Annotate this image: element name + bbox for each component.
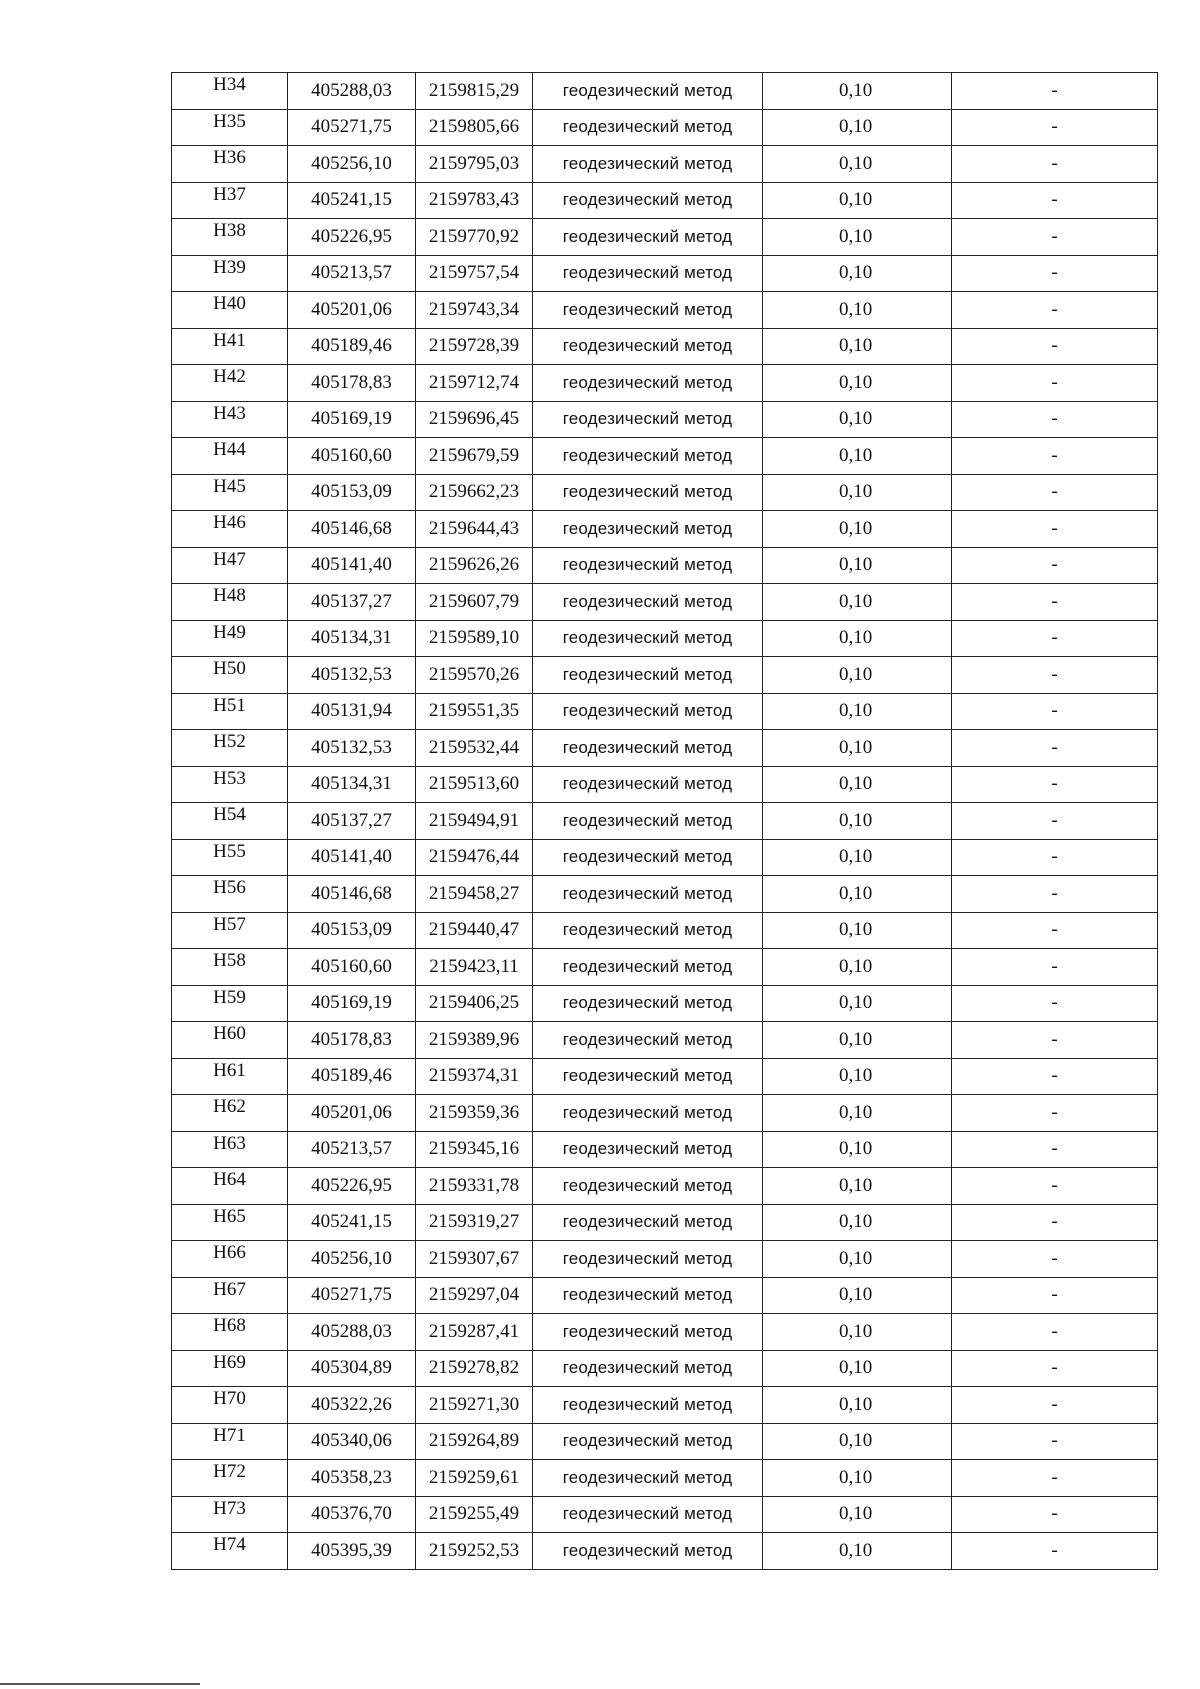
- point-name-cell: Н48: [172, 584, 288, 621]
- note-cell: -: [952, 1460, 1158, 1497]
- note-cell: -: [952, 1387, 1158, 1424]
- accuracy-cell: 0,10: [763, 1533, 952, 1570]
- note-cell: -: [952, 146, 1158, 183]
- note-cell: -: [952, 365, 1158, 402]
- accuracy-cell: 0,10: [763, 730, 952, 767]
- method-cell: геодезический метод: [533, 438, 763, 475]
- table-row: [172, 1168, 1158, 1205]
- table-row: [172, 876, 1158, 913]
- x-coordinate-cell: 405141,40: [288, 547, 416, 584]
- x-coordinate-cell: 405146,68: [288, 876, 416, 913]
- note-cell: -: [952, 657, 1158, 694]
- method-cell: геодезический метод: [533, 985, 763, 1022]
- accuracy-cell: 0,10: [763, 1460, 952, 1497]
- point-name-cell: Н73: [172, 1496, 288, 1533]
- method-cell: геодезический метод: [533, 109, 763, 146]
- point-name-cell: Н36: [172, 146, 288, 183]
- note-cell: -: [952, 1204, 1158, 1241]
- y-coordinate-cell: 2159513,60: [416, 766, 533, 803]
- note-cell: -: [952, 1314, 1158, 1351]
- table-row: [172, 1095, 1158, 1132]
- x-coordinate-cell: 405132,53: [288, 730, 416, 767]
- note-cell: -: [952, 1533, 1158, 1570]
- method-cell: геодезический метод: [533, 73, 763, 110]
- table-row: [172, 547, 1158, 584]
- y-coordinate-cell: 2159757,54: [416, 255, 533, 292]
- note-cell: -: [952, 949, 1158, 986]
- table-row: [172, 912, 1158, 949]
- y-coordinate-cell: 2159679,59: [416, 438, 533, 475]
- table-row: [172, 292, 1158, 329]
- accuracy-cell: 0,10: [763, 1095, 952, 1132]
- method-cell: геодезический метод: [533, 365, 763, 402]
- y-coordinate-cell: 2159783,43: [416, 182, 533, 219]
- method-cell: геодезический метод: [533, 839, 763, 876]
- note-cell: -: [952, 219, 1158, 256]
- table-row: [172, 1241, 1158, 1278]
- x-coordinate-cell: 405160,60: [288, 438, 416, 475]
- accuracy-cell: 0,10: [763, 657, 952, 694]
- note-cell: -: [952, 1168, 1158, 1205]
- x-coordinate-cell: 405189,46: [288, 328, 416, 365]
- note-cell: -: [952, 511, 1158, 548]
- point-name-cell: Н34: [172, 73, 288, 110]
- point-name-cell: Н62: [172, 1095, 288, 1132]
- note-cell: -: [952, 1241, 1158, 1278]
- y-coordinate-cell: 2159307,67: [416, 1241, 533, 1278]
- note-cell: -: [952, 1022, 1158, 1059]
- y-coordinate-cell: 2159255,49: [416, 1496, 533, 1533]
- y-coordinate-cell: 2159532,44: [416, 730, 533, 767]
- note-cell: -: [952, 730, 1158, 767]
- accuracy-cell: 0,10: [763, 365, 952, 402]
- method-cell: геодезический метод: [533, 1131, 763, 1168]
- y-coordinate-cell: 2159589,10: [416, 620, 533, 657]
- method-cell: геодезический метод: [533, 328, 763, 365]
- point-name-cell: Н46: [172, 511, 288, 548]
- method-cell: геодезический метод: [533, 1533, 763, 1570]
- note-cell: -: [952, 182, 1158, 219]
- note-cell: -: [952, 328, 1158, 365]
- x-coordinate-cell: 405226,95: [288, 1168, 416, 1205]
- y-coordinate-cell: 2159440,47: [416, 912, 533, 949]
- method-cell: геодезический метод: [533, 255, 763, 292]
- x-coordinate-cell: 405213,57: [288, 255, 416, 292]
- y-coordinate-cell: 2159570,26: [416, 657, 533, 694]
- y-coordinate-cell: 2159374,31: [416, 1058, 533, 1095]
- note-cell: -: [952, 693, 1158, 730]
- y-coordinate-cell: 2159815,29: [416, 73, 533, 110]
- accuracy-cell: 0,10: [763, 1058, 952, 1095]
- x-coordinate-cell: 405358,23: [288, 1460, 416, 1497]
- coordinates-table: [171, 72, 1158, 1570]
- method-cell: геодезический метод: [533, 1460, 763, 1497]
- method-cell: геодезический метод: [533, 1058, 763, 1095]
- table-row: [172, 1314, 1158, 1351]
- x-coordinate-cell: 405256,10: [288, 146, 416, 183]
- method-cell: геодезический метод: [533, 219, 763, 256]
- point-name-cell: Н37: [172, 182, 288, 219]
- x-coordinate-cell: 405271,75: [288, 1277, 416, 1314]
- note-cell: -: [952, 620, 1158, 657]
- note-cell: -: [952, 912, 1158, 949]
- x-coordinate-cell: 405137,27: [288, 803, 416, 840]
- x-coordinate-cell: 405146,68: [288, 511, 416, 548]
- accuracy-cell: 0,10: [763, 584, 952, 621]
- y-coordinate-cell: 2159259,61: [416, 1460, 533, 1497]
- table-row: [172, 693, 1158, 730]
- x-coordinate-cell: 405395,39: [288, 1533, 416, 1570]
- point-name-cell: Н59: [172, 985, 288, 1022]
- x-coordinate-cell: 405189,46: [288, 1058, 416, 1095]
- point-name-cell: Н51: [172, 693, 288, 730]
- note-cell: -: [952, 1423, 1158, 1460]
- x-coordinate-cell: 405169,19: [288, 985, 416, 1022]
- bottom-rule: [0, 1683, 200, 1685]
- note-cell: -: [952, 474, 1158, 511]
- x-coordinate-cell: 405137,27: [288, 584, 416, 621]
- point-name-cell: Н39: [172, 255, 288, 292]
- accuracy-cell: 0,10: [763, 949, 952, 986]
- method-cell: геодезический метод: [533, 1168, 763, 1205]
- table-row: [172, 1387, 1158, 1424]
- method-cell: геодезический метод: [533, 584, 763, 621]
- method-cell: геодезический метод: [533, 949, 763, 986]
- method-cell: геодезический метод: [533, 547, 763, 584]
- y-coordinate-cell: 2159607,79: [416, 584, 533, 621]
- point-name-cell: Н40: [172, 292, 288, 329]
- method-cell: геодезический метод: [533, 803, 763, 840]
- x-coordinate-cell: 405201,06: [288, 1095, 416, 1132]
- point-name-cell: Н44: [172, 438, 288, 475]
- x-coordinate-cell: 405160,60: [288, 949, 416, 986]
- accuracy-cell: 0,10: [763, 292, 952, 329]
- point-name-cell: Н49: [172, 620, 288, 657]
- y-coordinate-cell: 2159662,23: [416, 474, 533, 511]
- x-coordinate-cell: 405178,83: [288, 365, 416, 402]
- y-coordinate-cell: 2159712,74: [416, 365, 533, 402]
- point-name-cell: Н66: [172, 1241, 288, 1278]
- accuracy-cell: 0,10: [763, 1204, 952, 1241]
- y-coordinate-cell: 2159770,92: [416, 219, 533, 256]
- y-coordinate-cell: 2159743,34: [416, 292, 533, 329]
- accuracy-cell: 0,10: [763, 1423, 952, 1460]
- y-coordinate-cell: 2159494,91: [416, 803, 533, 840]
- method-cell: геодезический метод: [533, 182, 763, 219]
- note-cell: -: [952, 401, 1158, 438]
- table-row: [172, 182, 1158, 219]
- x-coordinate-cell: 405288,03: [288, 73, 416, 110]
- coordinates-table-body: [172, 73, 1158, 1570]
- y-coordinate-cell: 2159252,53: [416, 1533, 533, 1570]
- method-cell: геодезический метод: [533, 1241, 763, 1278]
- method-cell: геодезический метод: [533, 693, 763, 730]
- x-coordinate-cell: 405141,40: [288, 839, 416, 876]
- x-coordinate-cell: 405271,75: [288, 109, 416, 146]
- table-row: [172, 401, 1158, 438]
- y-coordinate-cell: 2159345,16: [416, 1131, 533, 1168]
- point-name-cell: Н70: [172, 1387, 288, 1424]
- method-cell: геодезический метод: [533, 1350, 763, 1387]
- table-row: [172, 985, 1158, 1022]
- table-row: [172, 1131, 1158, 1168]
- y-coordinate-cell: 2159551,35: [416, 693, 533, 730]
- x-coordinate-cell: 405241,15: [288, 1204, 416, 1241]
- table-row: [172, 438, 1158, 475]
- y-coordinate-cell: 2159423,11: [416, 949, 533, 986]
- table-row: [172, 109, 1158, 146]
- y-coordinate-cell: 2159389,96: [416, 1022, 533, 1059]
- y-coordinate-cell: 2159319,27: [416, 1204, 533, 1241]
- note-cell: -: [952, 1496, 1158, 1533]
- table-row: [172, 1350, 1158, 1387]
- accuracy-cell: 0,10: [763, 803, 952, 840]
- point-name-cell: Н65: [172, 1204, 288, 1241]
- point-name-cell: Н54: [172, 803, 288, 840]
- method-cell: геодезический метод: [533, 730, 763, 767]
- point-name-cell: Н42: [172, 365, 288, 402]
- y-coordinate-cell: 2159626,26: [416, 547, 533, 584]
- y-coordinate-cell: 2159476,44: [416, 839, 533, 876]
- accuracy-cell: 0,10: [763, 109, 952, 146]
- y-coordinate-cell: 2159271,30: [416, 1387, 533, 1424]
- x-coordinate-cell: 405201,06: [288, 292, 416, 329]
- point-name-cell: Н53: [172, 766, 288, 803]
- table-row: [172, 620, 1158, 657]
- y-coordinate-cell: 2159287,41: [416, 1314, 533, 1351]
- method-cell: геодезический метод: [533, 1204, 763, 1241]
- accuracy-cell: 0,10: [763, 1277, 952, 1314]
- method-cell: геодезический метод: [533, 1496, 763, 1533]
- point-name-cell: Н60: [172, 1022, 288, 1059]
- method-cell: геодезический метод: [533, 1095, 763, 1132]
- accuracy-cell: 0,10: [763, 219, 952, 256]
- accuracy-cell: 0,10: [763, 182, 952, 219]
- note-cell: -: [952, 292, 1158, 329]
- x-coordinate-cell: 405288,03: [288, 1314, 416, 1351]
- y-coordinate-cell: 2159278,82: [416, 1350, 533, 1387]
- accuracy-cell: 0,10: [763, 693, 952, 730]
- accuracy-cell: 0,10: [763, 1022, 952, 1059]
- y-coordinate-cell: 2159795,03: [416, 146, 533, 183]
- method-cell: геодезический метод: [533, 1022, 763, 1059]
- note-cell: -: [952, 547, 1158, 584]
- point-name-cell: Н68: [172, 1314, 288, 1351]
- x-coordinate-cell: 405131,94: [288, 693, 416, 730]
- point-name-cell: Н69: [172, 1350, 288, 1387]
- y-coordinate-cell: 2159406,25: [416, 985, 533, 1022]
- accuracy-cell: 0,10: [763, 401, 952, 438]
- note-cell: -: [952, 839, 1158, 876]
- point-name-cell: Н52: [172, 730, 288, 767]
- x-coordinate-cell: 405213,57: [288, 1131, 416, 1168]
- accuracy-cell: 0,10: [763, 1241, 952, 1278]
- method-cell: геодезический метод: [533, 401, 763, 438]
- accuracy-cell: 0,10: [763, 620, 952, 657]
- note-cell: -: [952, 985, 1158, 1022]
- table-row: [172, 255, 1158, 292]
- point-name-cell: Н55: [172, 839, 288, 876]
- method-cell: геодезический метод: [533, 620, 763, 657]
- table-row: [172, 474, 1158, 511]
- accuracy-cell: 0,10: [763, 1168, 952, 1205]
- method-cell: геодезический метод: [533, 1423, 763, 1460]
- table-row: [172, 584, 1158, 621]
- method-cell: геодезический метод: [533, 292, 763, 329]
- point-name-cell: Н74: [172, 1533, 288, 1570]
- x-coordinate-cell: 405304,89: [288, 1350, 416, 1387]
- point-name-cell: Н57: [172, 912, 288, 949]
- accuracy-cell: 0,10: [763, 474, 952, 511]
- x-coordinate-cell: 405226,95: [288, 219, 416, 256]
- table-row: [172, 803, 1158, 840]
- y-coordinate-cell: 2159696,45: [416, 401, 533, 438]
- accuracy-cell: 0,10: [763, 511, 952, 548]
- note-cell: -: [952, 803, 1158, 840]
- point-name-cell: Н56: [172, 876, 288, 913]
- table-row: [172, 219, 1158, 256]
- point-name-cell: Н71: [172, 1423, 288, 1460]
- accuracy-cell: 0,10: [763, 912, 952, 949]
- note-cell: -: [952, 766, 1158, 803]
- accuracy-cell: 0,10: [763, 1387, 952, 1424]
- note-cell: -: [952, 876, 1158, 913]
- method-cell: геодезический метод: [533, 876, 763, 913]
- x-coordinate-cell: 405376,70: [288, 1496, 416, 1533]
- point-name-cell: Н61: [172, 1058, 288, 1095]
- table-row: [172, 1496, 1158, 1533]
- accuracy-cell: 0,10: [763, 839, 952, 876]
- note-cell: -: [952, 438, 1158, 475]
- note-cell: -: [952, 1058, 1158, 1095]
- x-coordinate-cell: 405134,31: [288, 620, 416, 657]
- point-name-cell: Н67: [172, 1277, 288, 1314]
- method-cell: геодезический метод: [533, 474, 763, 511]
- x-coordinate-cell: 405241,15: [288, 182, 416, 219]
- note-cell: -: [952, 584, 1158, 621]
- note-cell: -: [952, 255, 1158, 292]
- y-coordinate-cell: 2159728,39: [416, 328, 533, 365]
- accuracy-cell: 0,10: [763, 766, 952, 803]
- accuracy-cell: 0,10: [763, 73, 952, 110]
- note-cell: -: [952, 73, 1158, 110]
- method-cell: геодезический метод: [533, 657, 763, 694]
- y-coordinate-cell: 2159458,27: [416, 876, 533, 913]
- x-coordinate-cell: 405132,53: [288, 657, 416, 694]
- table-row: [172, 949, 1158, 986]
- method-cell: геодезический метод: [533, 912, 763, 949]
- accuracy-cell: 0,10: [763, 1314, 952, 1351]
- x-coordinate-cell: 405169,19: [288, 401, 416, 438]
- note-cell: -: [952, 1131, 1158, 1168]
- note-cell: -: [952, 1277, 1158, 1314]
- accuracy-cell: 0,10: [763, 146, 952, 183]
- y-coordinate-cell: 2159331,78: [416, 1168, 533, 1205]
- y-coordinate-cell: 2159805,66: [416, 109, 533, 146]
- accuracy-cell: 0,10: [763, 1131, 952, 1168]
- point-name-cell: Н50: [172, 657, 288, 694]
- note-cell: -: [952, 1350, 1158, 1387]
- y-coordinate-cell: 2159644,43: [416, 511, 533, 548]
- y-coordinate-cell: 2159264,89: [416, 1423, 533, 1460]
- x-coordinate-cell: 405340,06: [288, 1423, 416, 1460]
- table-row: [172, 730, 1158, 767]
- point-name-cell: Н47: [172, 547, 288, 584]
- method-cell: геодезический метод: [533, 1277, 763, 1314]
- accuracy-cell: 0,10: [763, 255, 952, 292]
- table-row: [172, 1058, 1158, 1095]
- accuracy-cell: 0,10: [763, 438, 952, 475]
- accuracy-cell: 0,10: [763, 328, 952, 365]
- point-name-cell: Н43: [172, 401, 288, 438]
- point-name-cell: Н41: [172, 328, 288, 365]
- method-cell: геодезический метод: [533, 1387, 763, 1424]
- table-row: [172, 73, 1158, 110]
- x-coordinate-cell: 405134,31: [288, 766, 416, 803]
- point-name-cell: Н38: [172, 219, 288, 256]
- y-coordinate-cell: 2159297,04: [416, 1277, 533, 1314]
- x-coordinate-cell: 405322,26: [288, 1387, 416, 1424]
- table-row: [172, 1533, 1158, 1570]
- point-name-cell: Н72: [172, 1460, 288, 1497]
- accuracy-cell: 0,10: [763, 876, 952, 913]
- table-row: [172, 1460, 1158, 1497]
- accuracy-cell: 0,10: [763, 1350, 952, 1387]
- table-row: [172, 1423, 1158, 1460]
- y-coordinate-cell: 2159359,36: [416, 1095, 533, 1132]
- point-name-cell: Н58: [172, 949, 288, 986]
- table-row: [172, 1204, 1158, 1241]
- accuracy-cell: 0,10: [763, 1496, 952, 1533]
- table-row: [172, 766, 1158, 803]
- table-row: [172, 1277, 1158, 1314]
- accuracy-cell: 0,10: [763, 985, 952, 1022]
- table-row: [172, 146, 1158, 183]
- x-coordinate-cell: 405153,09: [288, 912, 416, 949]
- note-cell: -: [952, 109, 1158, 146]
- table-row: [172, 1022, 1158, 1059]
- method-cell: геодезический метод: [533, 1314, 763, 1351]
- table-row: [172, 839, 1158, 876]
- x-coordinate-cell: 405256,10: [288, 1241, 416, 1278]
- table-row: [172, 328, 1158, 365]
- point-name-cell: Н45: [172, 474, 288, 511]
- method-cell: геодезический метод: [533, 511, 763, 548]
- table-row: [172, 365, 1158, 402]
- accuracy-cell: 0,10: [763, 547, 952, 584]
- note-cell: -: [952, 1095, 1158, 1132]
- table-row: [172, 511, 1158, 548]
- x-coordinate-cell: 405178,83: [288, 1022, 416, 1059]
- x-coordinate-cell: 405153,09: [288, 474, 416, 511]
- point-name-cell: Н64: [172, 1168, 288, 1205]
- point-name-cell: Н35: [172, 109, 288, 146]
- point-name-cell: Н63: [172, 1131, 288, 1168]
- method-cell: геодезический метод: [533, 146, 763, 183]
- table-row: [172, 657, 1158, 694]
- method-cell: геодезический метод: [533, 766, 763, 803]
